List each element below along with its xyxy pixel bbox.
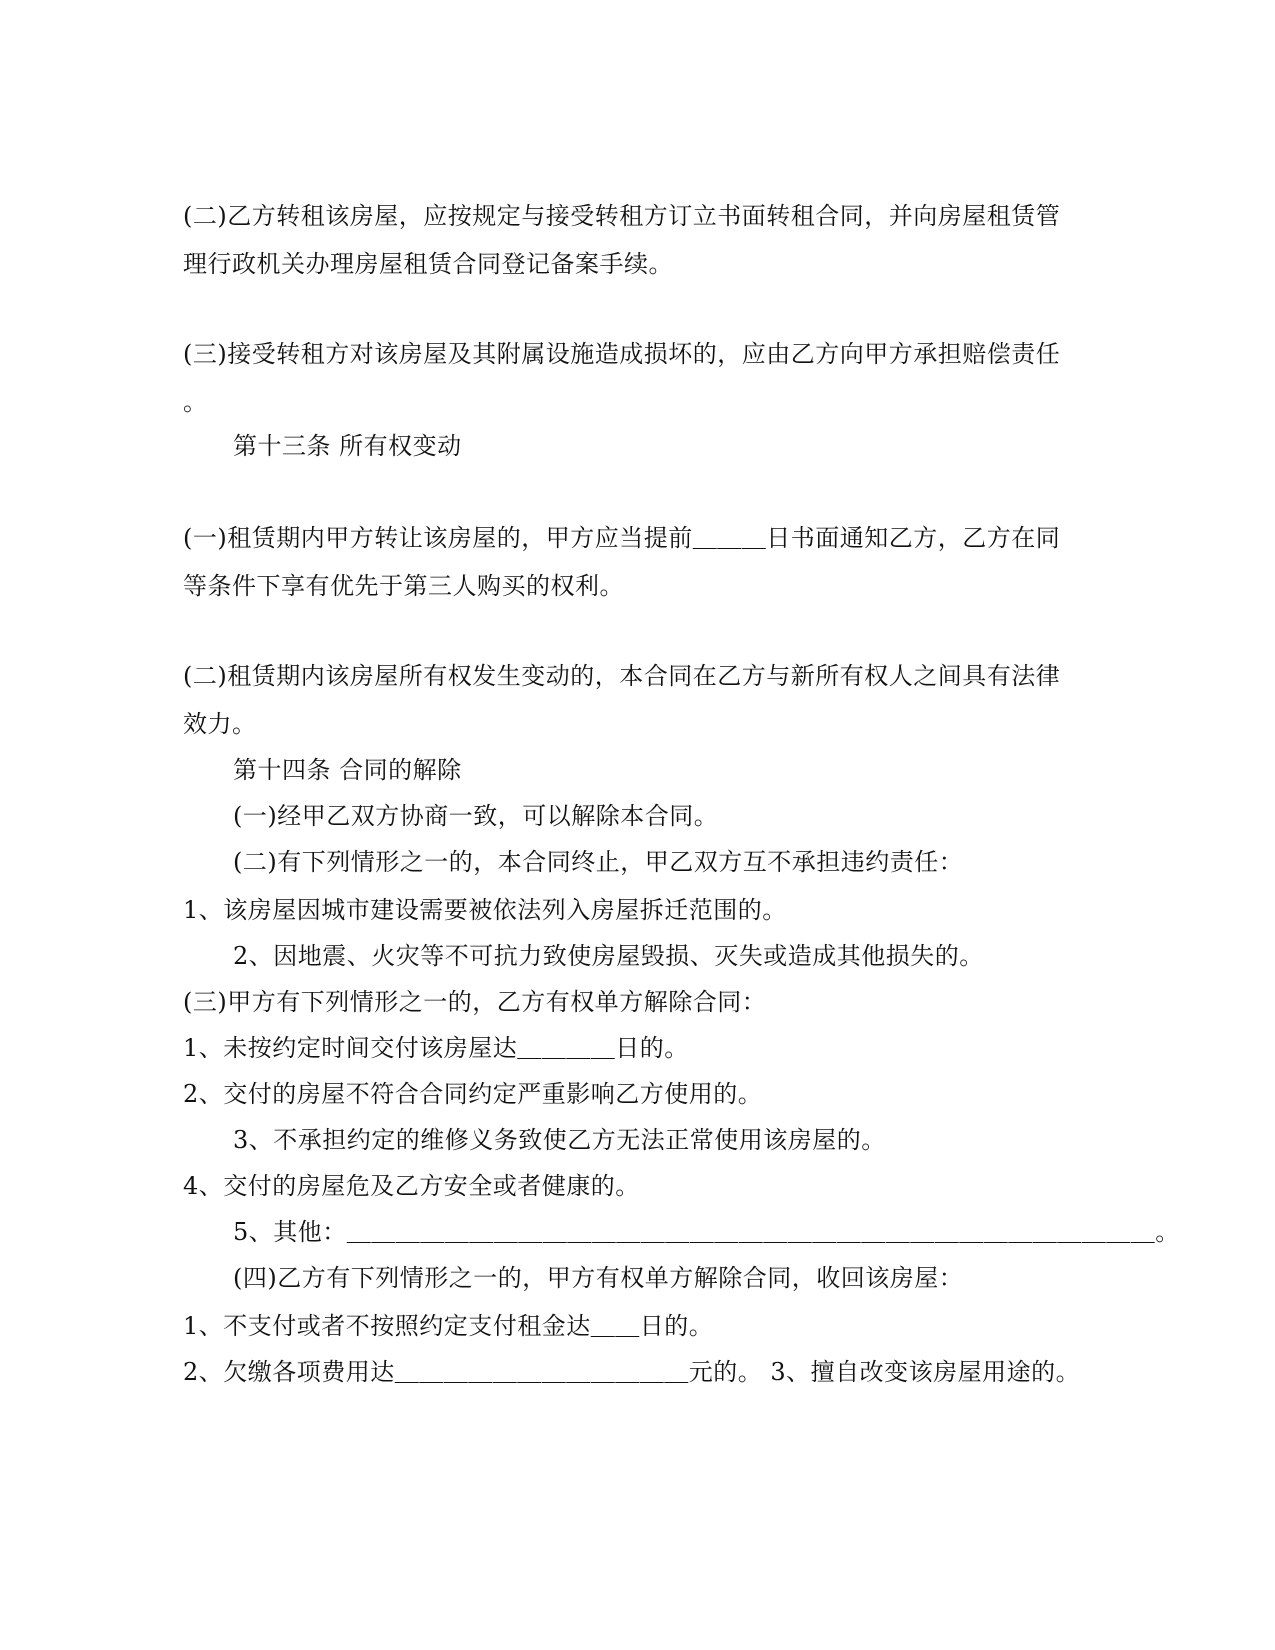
clause-14-2-item-1: 1、该房屋因城市建设需要被依法列入房屋拆迁范围的。 <box>183 896 787 924</box>
article-14-heading: 第十四条 合同的解除 <box>233 756 462 784</box>
clause-12-2-line-1: (二)乙方转租该房屋，应按规定与接受转租方订立书面转租合同，并向房屋租赁管 <box>183 202 1061 230</box>
clause-14-2-item-2: 2、因地震、火灾等不可抗力致使房屋毁损、灭失或造成其他损失的。 <box>233 942 984 970</box>
clause-13-2-line-1: (二)租赁期内该房屋所有权发生变动的，本合同在乙方与新所有权人之间具有法律 <box>183 662 1061 690</box>
clause-14-3-item-3: 3、不承担约定的维修义务致使乙方无法正常使用该房屋的。 <box>233 1126 886 1154</box>
clause-14-3-item-5: 5、其他：＿＿＿＿＿＿＿＿＿＿＿＿＿＿＿＿＿＿＿＿＿＿＿＿＿＿＿＿＿＿＿＿＿。 <box>233 1218 1180 1246</box>
clause-14-3-item-2: 2、交付的房屋不符合合同约定严重影响乙方使用的。 <box>183 1080 763 1108</box>
clause-14-1: (一)经甲乙双方协商一致，可以解除本合同。 <box>233 802 719 830</box>
clause-12-3-line-1: (三)接受转租方对该房屋及其附属设施造成损坏的，应由乙方向甲方承担赔偿责任 <box>183 340 1061 368</box>
clause-13-2-line-2: 效力。 <box>183 710 257 738</box>
clause-14-4-item-1: 1、不支付或者不按照约定支付租金达＿＿日的。 <box>183 1312 714 1340</box>
clause-12-2-line-2: 理行政机关办理房屋租赁合同登记备案手续。 <box>183 250 673 278</box>
clause-14-3-item-1: 1、未按约定时间交付该房屋达＿＿＿＿日的。 <box>183 1034 689 1062</box>
clause-14-3-item-4: 4、交付的房屋危及乙方安全或者健康的。 <box>183 1172 640 1200</box>
clause-13-1-line-2: 等条件下享有优先于第三人购买的权利。 <box>183 572 624 600</box>
article-13-heading: 第十三条 所有权变动 <box>233 432 462 460</box>
clause-13-1-line-1: (一)租赁期内甲方转让该房屋的，甲方应当提前＿＿＿日书面通知乙方，乙方在同 <box>183 524 1061 552</box>
clause-14-2: (二)有下列情形之一的，本合同终止，甲乙双方互不承担违约责任： <box>233 848 964 876</box>
clause-14-4: (四)乙方有下列情形之一的，甲方有权单方解除合同，收回该房屋： <box>233 1264 964 1292</box>
clause-12-3-line-2: 。 <box>183 388 208 416</box>
clause-14-3: (三)甲方有下列情形之一的，乙方有权单方解除合同： <box>183 988 767 1016</box>
clause-14-4-item-2-3: 2、欠缴各项费用达＿＿＿＿＿＿＿＿＿＿＿＿元的。 3、擅自改变该房屋用途的。 <box>183 1358 1081 1386</box>
